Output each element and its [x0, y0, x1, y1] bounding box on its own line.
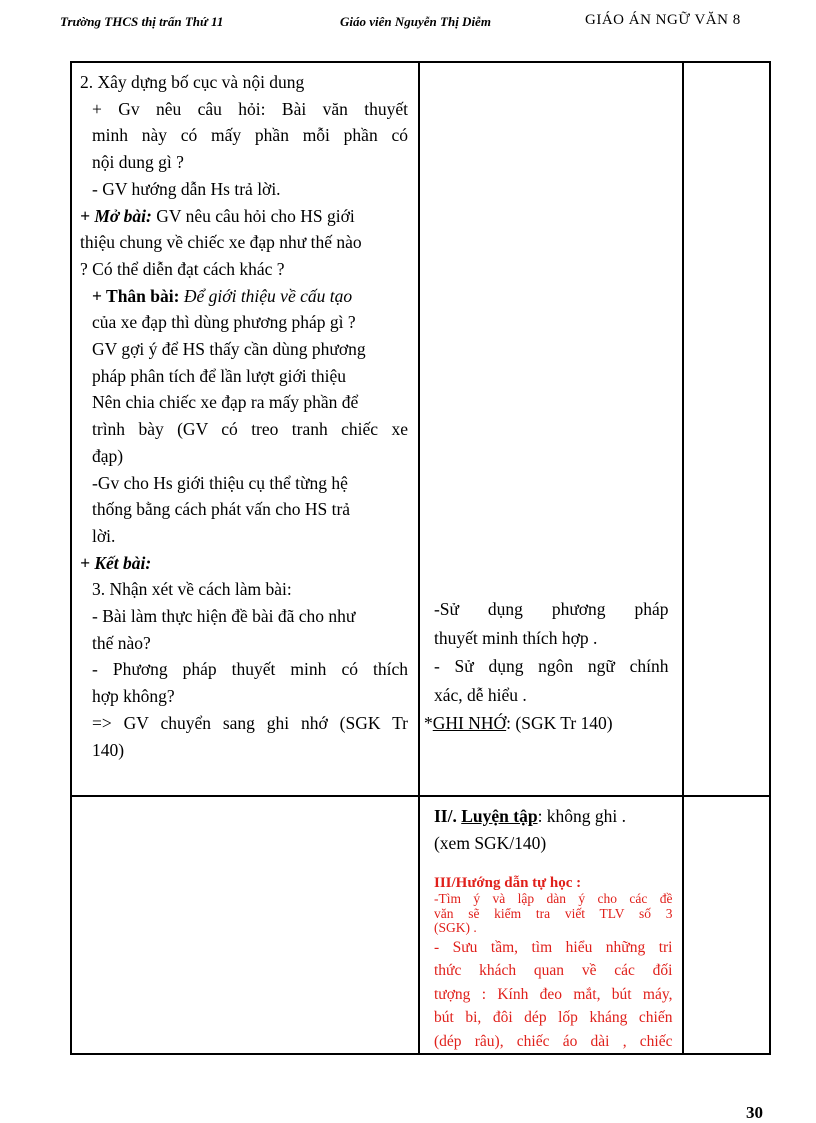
ghi-nho-label: GHI NHỚ — [432, 713, 507, 733]
page-number: 30 — [746, 1103, 763, 1122]
header-school: Trường THCS thị trấn Thứ 11 — [60, 14, 224, 29]
text-line: - Phương pháp thuyết minh có thích — [92, 659, 408, 680]
text-line: 140) — [92, 739, 125, 760]
text-line: + Mở bài: GV nêu câu hỏi cho HS giới — [80, 205, 355, 226]
text-line: GV gợi ý để HS thấy cần dùng phương — [92, 339, 366, 360]
text-line: thống bằng cách phát vấn cho HS trả — [92, 499, 351, 520]
text-line: - Sưu tầm, tìm hiểu những tri — [433, 938, 673, 956]
text-line: - Sử dụng ngôn ngữ chính — [433, 656, 669, 676]
text-line: hợp không? — [92, 686, 175, 707]
text-line: (xem SGK/140) — [433, 832, 547, 853]
luyen-tap-label: Luyện tập — [461, 806, 538, 826]
text-line: - GV hướng dẫn Hs trả lời. — [92, 178, 281, 199]
ghi-nho-line: *GHI NHỚ: (SGK Tr 140) — [423, 713, 613, 733]
text-line: pháp phân tích để lần lượt giới thiệu — [92, 365, 346, 386]
text-line: thế nào? — [92, 632, 151, 653]
notes-cell — [683, 62, 770, 796]
text-line: ? Có thể diễn đạt cách khác ? — [80, 258, 285, 279]
text-line: -Sử dụng phương pháp — [433, 599, 669, 619]
header-teacher: Giáo viên Nguyễn Thị Diễm — [340, 14, 491, 29]
text-line: + Gv nêu câu hỏi: Bài văn thuyết — [92, 98, 408, 119]
text-line: thuyết minh thích hợp . — [433, 627, 598, 648]
header-title: GIÁO ÁN NGỮ VĂN 8 — [585, 12, 741, 28]
activity-cell — [71, 62, 419, 796]
text-line: văn sẽ kiểm tra viết TLV số 3 — [433, 905, 673, 921]
text-line: Nên chia chiếc xe đạp ra mấy phần để — [92, 392, 359, 413]
text-line: đạp) — [92, 445, 124, 466]
text-line: của xe đạp thì dùng phương pháp gì ? — [92, 312, 356, 333]
than-bai-label: + Thân bài: — [92, 285, 180, 306]
content-cell — [419, 62, 684, 796]
text-line: lời. — [92, 525, 116, 546]
notes-cell — [683, 796, 770, 1054]
text-line: (SGK) . — [433, 920, 477, 936]
text-line: xác, dễ hiểu . — [433, 684, 527, 705]
text-line: 3. Nhận xét về cách làm bài: — [92, 579, 292, 600]
text-line: thức khách quan về các đối — [433, 962, 673, 980]
text-line: tượng : Kính đeo mắt, bút máy, — [433, 985, 673, 1003]
text-line: minh này có mấy phần mỗi phần có — [92, 125, 408, 146]
text-line: - Bài làm thực hiện đề bài đã cho như — [92, 606, 356, 627]
text-line: => GV chuyển sang ghi nhớ (SGK Tr — [92, 712, 408, 733]
lesson-table — [70, 61, 771, 1055]
text-line: bút bi, đôi dép lốp kháng chiến — [433, 1009, 673, 1027]
ket-bai-label: + Kết bài: — [80, 552, 152, 573]
text-line: -Gv cho Hs giới thiệu cụ thể từng hệ — [92, 472, 348, 493]
content-cell — [419, 796, 684, 1054]
text-line: -Tìm ý và lập dàn ý cho các đề — [433, 891, 673, 907]
self-study-heading: III/Hướng dẫn tự học : — [433, 875, 582, 892]
mo-bai-label: + Mở bài: — [80, 205, 152, 226]
text-line: thiệu chung về chiếc xe đạp như thế nào — [80, 232, 362, 253]
luyen-tap-line: II/. Luyện tập: không ghi . — [433, 806, 627, 826]
text-line: 2. Xây dựng bố cục và nội dung — [80, 72, 305, 92]
table-row — [71, 796, 770, 1054]
text-line: nội dung gì ? — [92, 152, 184, 173]
table-row — [71, 62, 770, 796]
text-line: + Thân bài: Để giới thiệu về cấu tạo — [92, 285, 353, 306]
text-line: trình bày (GV có treo tranh chiếc xe — [92, 419, 408, 440]
text-line: (dép râu), chiếc áo dài , chiếc — [433, 1032, 673, 1050]
activity-cell — [71, 796, 419, 1054]
